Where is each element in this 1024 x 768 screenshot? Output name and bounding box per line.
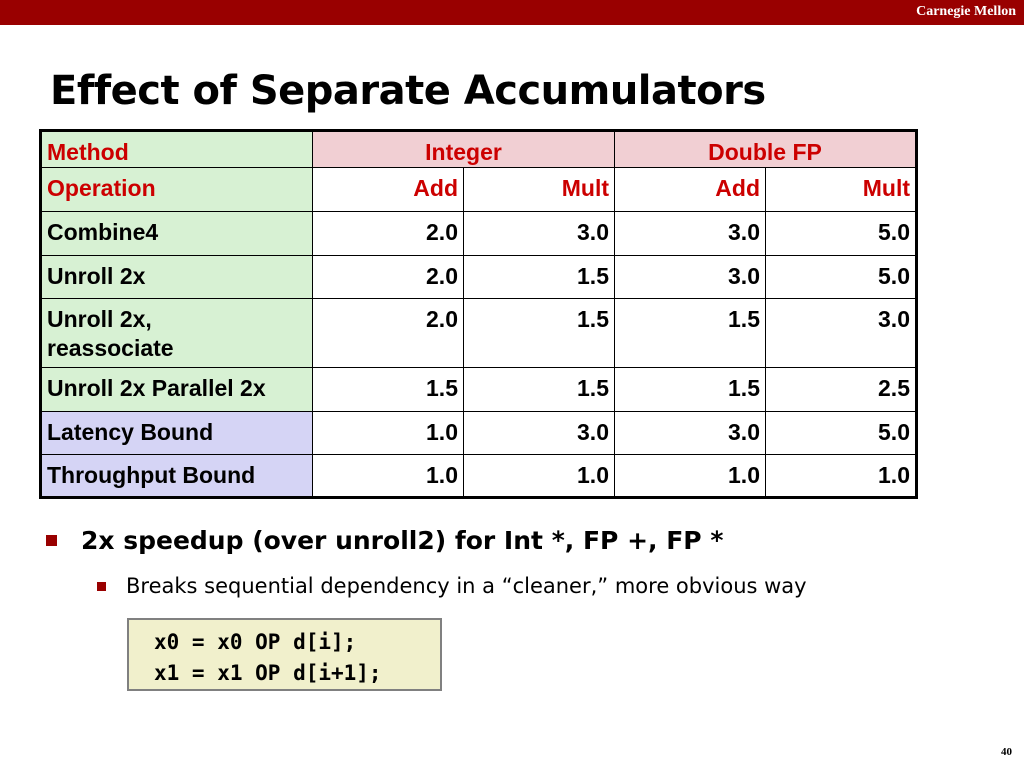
brand-label: Carnegie Mellon xyxy=(916,4,1016,19)
sub-bullet xyxy=(97,574,807,598)
table-cell: 3.0 xyxy=(615,212,766,256)
table-cell: 1.5 xyxy=(464,368,615,412)
table-cell: 2.5 xyxy=(766,368,917,412)
operation-header: Operation xyxy=(41,168,313,212)
table-cell: 2.0 xyxy=(313,212,464,256)
row-label: Combine4 xyxy=(41,212,313,256)
table-cell: 5.0 xyxy=(766,256,917,299)
row-label-line: Unroll 2x, xyxy=(47,306,152,332)
table-cell: 3.0 xyxy=(615,412,766,455)
table-cell: 5.0 xyxy=(766,412,917,455)
table-cell: 3.0 xyxy=(464,212,615,256)
row-label xyxy=(41,299,313,368)
double-fp-header: Double FP xyxy=(615,131,917,168)
integer-header: Integer xyxy=(313,131,615,168)
row-label: Unroll 2x xyxy=(41,256,313,299)
table-header-row-operation xyxy=(41,168,917,212)
table-cell: 1.0 xyxy=(313,455,464,498)
table-row xyxy=(41,455,917,498)
table-cell: 2.0 xyxy=(313,299,464,368)
op-header-fp-mult: Mult xyxy=(766,168,917,212)
table-row xyxy=(41,256,917,299)
page-number: 40 xyxy=(1001,746,1012,758)
performance-table xyxy=(39,129,918,499)
table-cell: 1.0 xyxy=(313,412,464,455)
table-cell: 3.0 xyxy=(615,256,766,299)
row-label: Throughput Bound xyxy=(41,455,313,498)
op-header-int-mult: Mult xyxy=(464,168,615,212)
table-row xyxy=(41,212,917,256)
code-box xyxy=(127,618,442,691)
row-label-line: reassociate xyxy=(47,335,174,361)
table-cell: 1.0 xyxy=(766,455,917,498)
table-row xyxy=(41,412,917,455)
table-cell: 1.5 xyxy=(615,299,766,368)
table-cell: 1.5 xyxy=(464,299,615,368)
op-header-fp-add: Add xyxy=(615,168,766,212)
main-bullet xyxy=(46,526,723,555)
row-label: Latency Bound xyxy=(41,412,313,455)
main-bullet-text: 2x speedup (over unroll2) for Int *, FP +, FP * xyxy=(81,526,724,555)
table-row xyxy=(41,299,917,368)
table-cell: 1.5 xyxy=(464,256,615,299)
table-cell: 1.5 xyxy=(313,368,464,412)
table-row xyxy=(41,368,917,412)
sub-bullet-text: Breaks sequential dependency in a “cleaner,” more obvious way xyxy=(126,574,807,598)
table-cell: 3.0 xyxy=(464,412,615,455)
table-cell: 1.0 xyxy=(464,455,615,498)
method-header: Method xyxy=(41,131,313,168)
table-cell: 2.0 xyxy=(313,256,464,299)
bullet-square-icon xyxy=(46,535,57,546)
row-label: Unroll 2x Parallel 2x xyxy=(41,368,313,412)
table-cell: 5.0 xyxy=(766,212,917,256)
top-bar xyxy=(0,0,1024,25)
code-line: x1 = x1 OP d[i+1]; xyxy=(154,661,382,685)
slide-title: Effect of Separate Accumulators xyxy=(50,68,766,114)
op-header-int-add: Add xyxy=(313,168,464,212)
table-cell: 1.5 xyxy=(615,368,766,412)
table-cell: 1.0 xyxy=(615,455,766,498)
bullet-square-icon xyxy=(97,582,106,591)
table-cell: 3.0 xyxy=(766,299,917,368)
code-line: x0 = x0 OP d[i]; xyxy=(154,630,357,654)
table-header-row-method xyxy=(41,131,917,168)
